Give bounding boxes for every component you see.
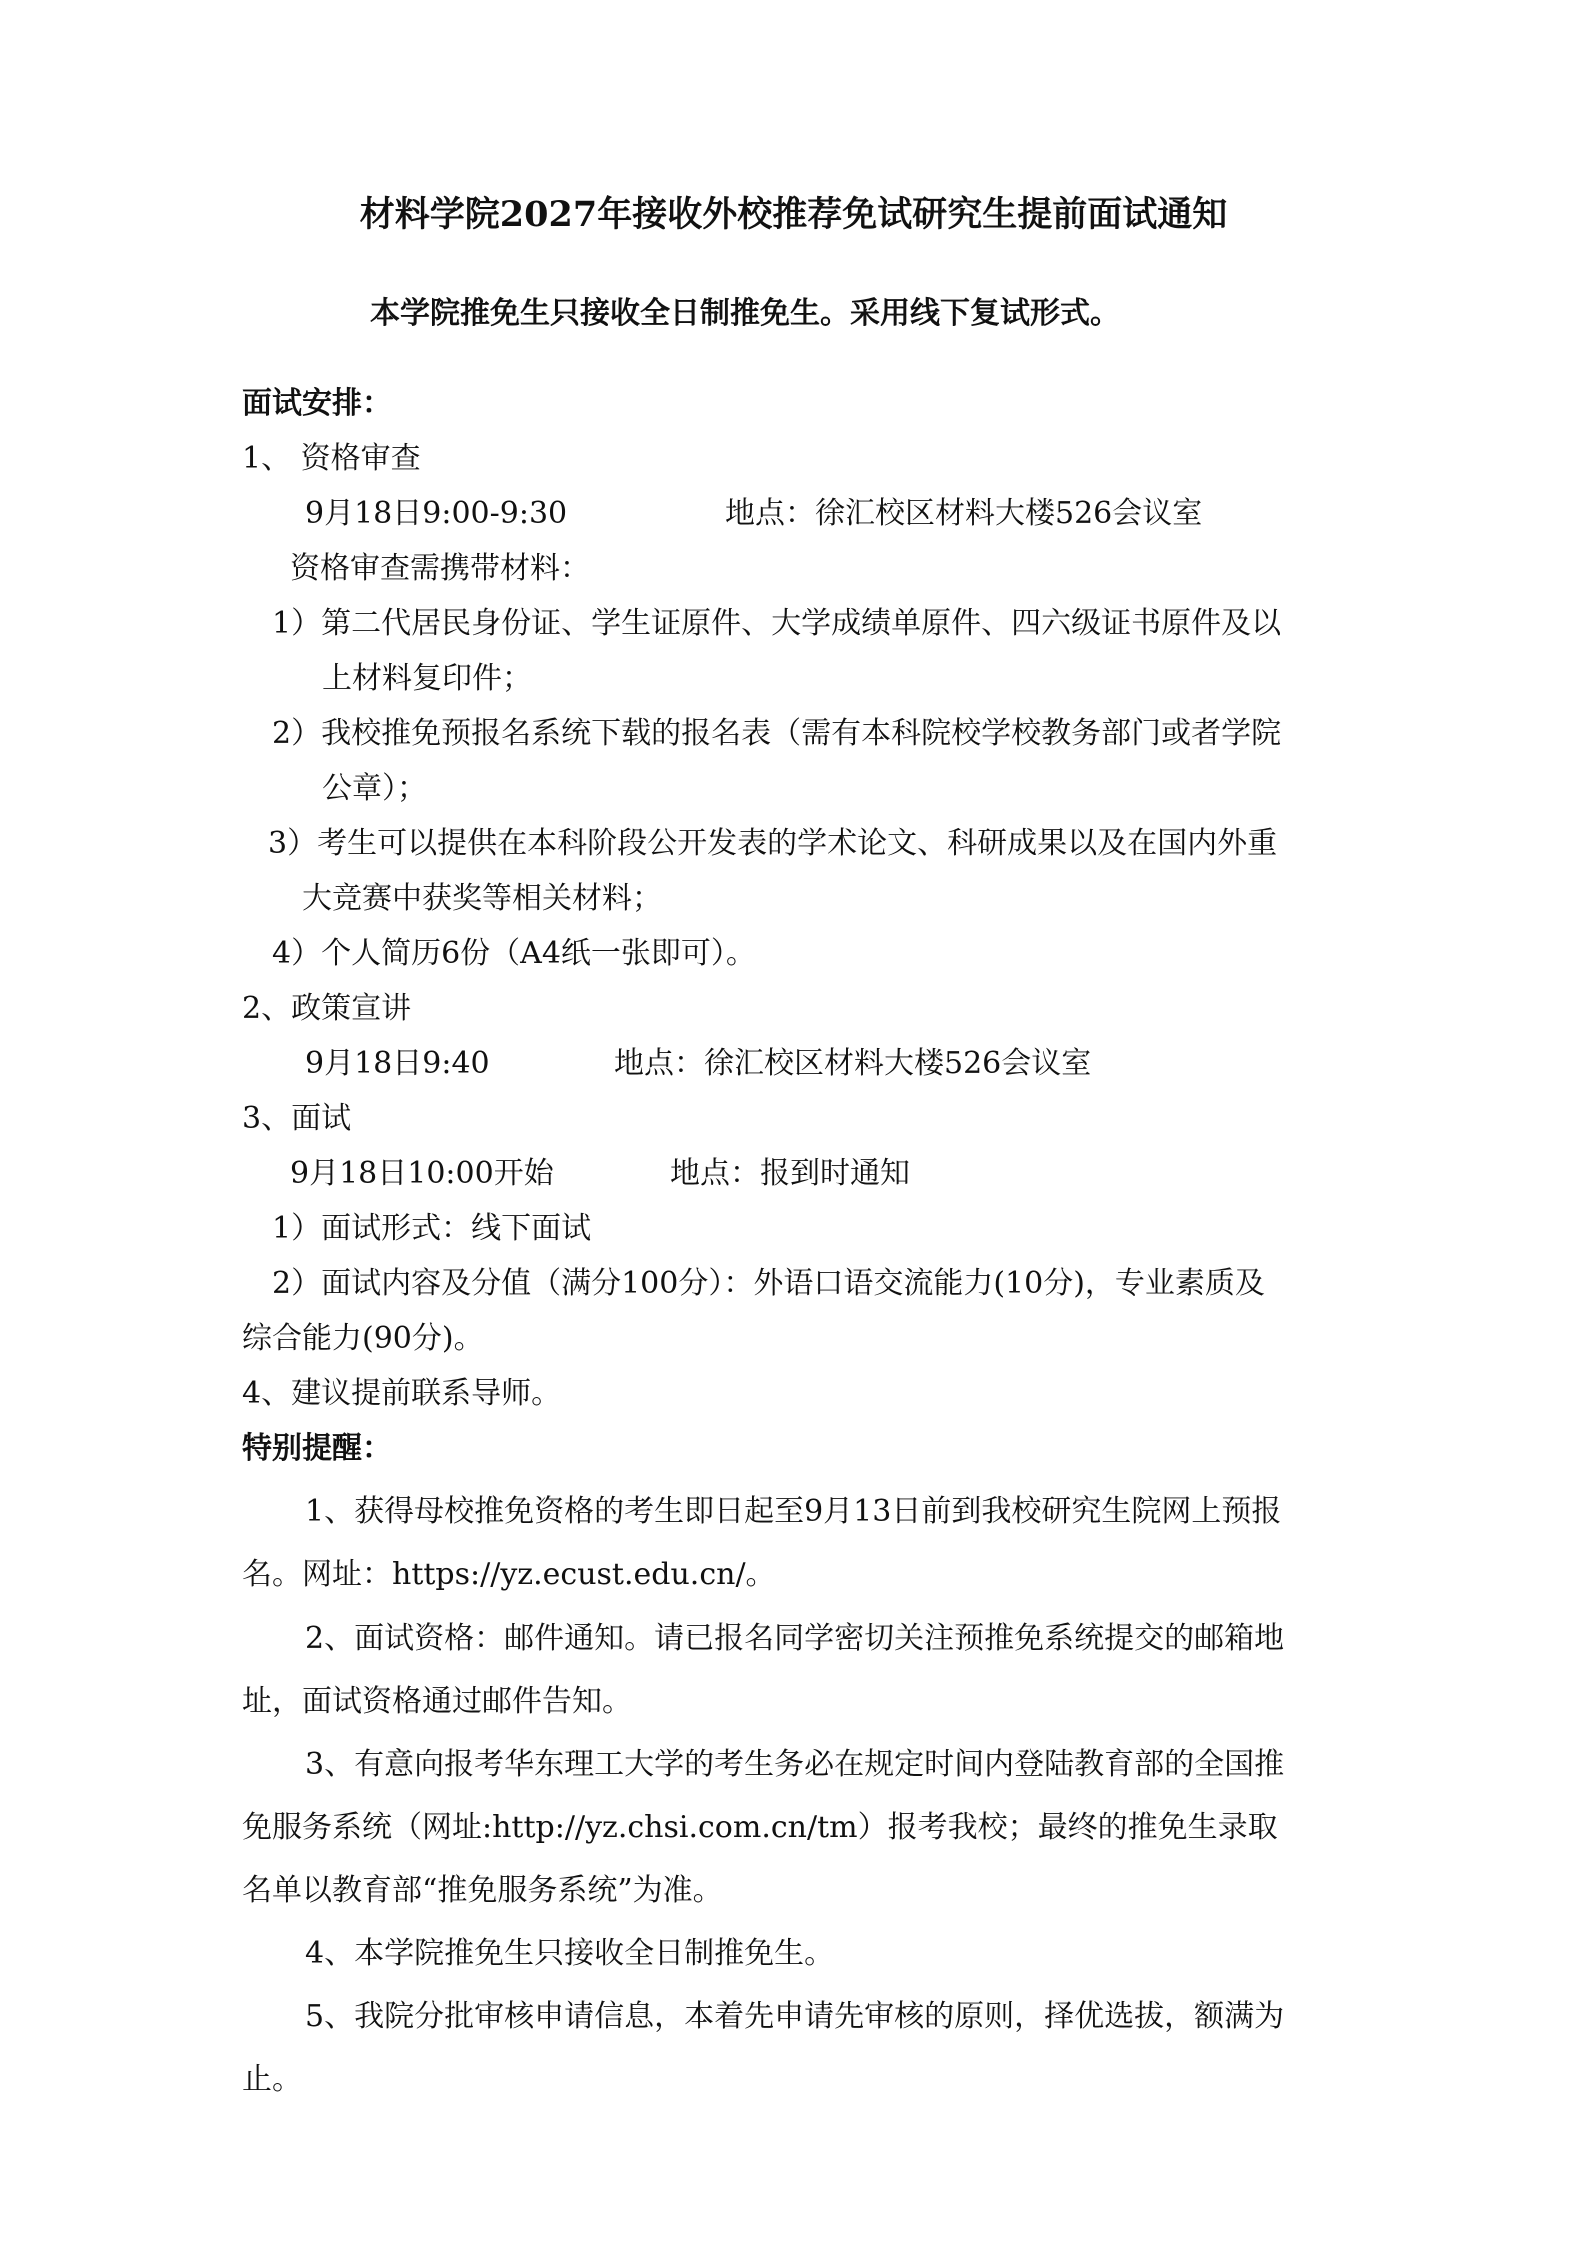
section1-time: 9月18日9:00-9:30	[305, 496, 568, 531]
reminder-p3-line1: 3、有意向报考华东理工大学的考生务必在规定时间内登陆教育部的全国推	[305, 1747, 1285, 1782]
page-subtitle: 本学院推免生只接收全日制推免生。采用线下复试形式。	[370, 296, 1120, 331]
reminder-p3-line3: 名单以教育部“推免服务系统”为准。	[242, 1873, 723, 1908]
section3-heading: 3、面试	[242, 1101, 352, 1136]
section1-item3-line2: 大竞赛中获奖等相关材料；	[302, 881, 662, 916]
reminder-p2-line1: 2、面试资格：邮件通知。请已报名同学密切关注预推免系统提交的邮箱地	[305, 1621, 1285, 1656]
section2-time: 9月18日9:40	[305, 1046, 490, 1081]
section2-heading: 2、政策宣讲	[242, 991, 412, 1026]
section1-item1-line1: 1）第二代居民身份证、学生证原件、大学成绩单原件、四六级证书原件及以	[272, 606, 1282, 641]
page-title: 材料学院2027年接收外校推荐免试研究生提前面试通知	[359, 194, 1228, 235]
arrangement-heading: 面试安排：	[242, 386, 392, 421]
section3-item2-line2: 综合能力(90分)。	[242, 1321, 484, 1356]
reminder-p5-line1: 5、我院分批审核申请信息，本着先申请先审核的原则，择优选拔，额满为	[305, 1999, 1285, 2034]
reminder-p4: 4、本学院推免生只接收全日制推免生。	[305, 1936, 835, 1971]
section2-location: 地点：徐汇校区材料大楼526会议室	[614, 1046, 1092, 1081]
section1-item2-line1: 2）我校推免预报名系统下载的报名表（需有本科院校学校教务部门或者学院	[272, 716, 1282, 751]
section3-item1: 1）面试形式：线下面试	[272, 1211, 592, 1246]
reminder-heading: 特别提醒：	[242, 1431, 392, 1466]
section1-item4: 4）个人简历6份（A4纸一张即可）。	[272, 936, 756, 971]
section1-item2-line2: 公章）；	[322, 771, 427, 806]
reminder-p1-line1: 1、获得母校推免资格的考生即日起至9月13日前到我校研究生院网上预报	[305, 1494, 1282, 1529]
section1-location: 地点：徐汇校区材料大楼526会议室	[725, 496, 1203, 531]
section1-item3-line1: 3）考生可以提供在本科阶段公开发表的学术论文、科研成果以及在国内外重	[268, 826, 1278, 861]
section3-time: 9月18日10:00开始	[290, 1156, 554, 1191]
section1-heading: 1、 资格审查	[242, 441, 421, 476]
reminder-p3-line2: 免服务系统（网址:http://yz.chsi.com.cn/tm）报考我校；最终的推免生录取	[242, 1810, 1278, 1845]
section3-item2-line1: 2）面试内容及分值（满分100分）：外语口语交流能力(10分)，专业素质及	[272, 1266, 1265, 1301]
reminder-p1-line2: 名。网址：https://yz.ecust.edu.cn/。	[242, 1557, 776, 1592]
section4-heading: 4、建议提前联系导师。	[242, 1376, 562, 1411]
section1-materials-heading: 资格审查需携带材料：	[290, 551, 590, 586]
reminder-p5-line2: 止。	[242, 2062, 302, 2097]
section1-item1-line2: 上材料复印件；	[322, 661, 532, 696]
reminder-p2-line2: 址，面试资格通过邮件告知。	[242, 1684, 632, 1719]
section3-location: 地点：报到时通知	[670, 1156, 910, 1191]
